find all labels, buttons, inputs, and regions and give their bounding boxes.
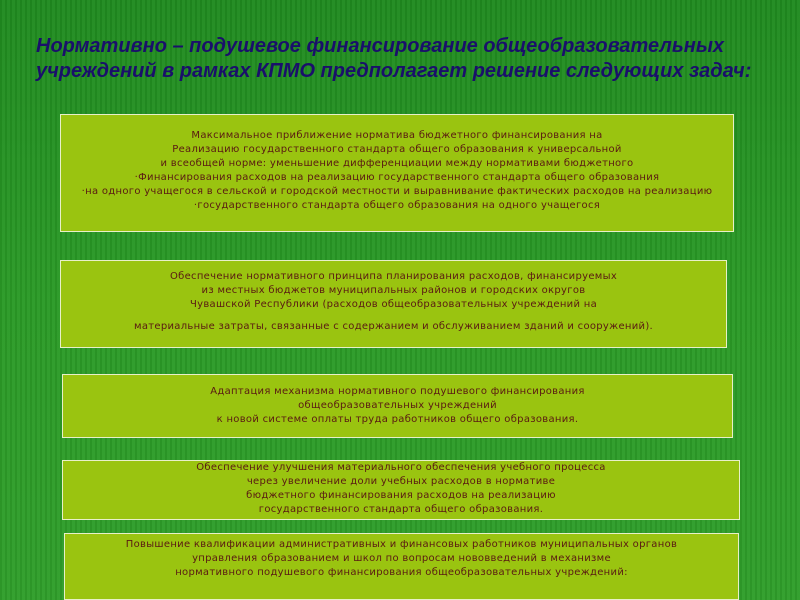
task-line: Обеспечение нормативного принципа планирования расходов, финансируемых xyxy=(169,271,618,282)
task-line: Максимальное приближение норматива бюджетного финансирования на xyxy=(191,130,603,141)
task-box-1 xyxy=(60,114,734,232)
task-box-5 xyxy=(64,533,739,600)
slide-title: Нормативно – подушевое финансирование общеобразовательных учреждений в рамках КПМО предполагает решение следующих задач: xyxy=(36,35,752,82)
task-line: Обеспечение улучшения материального обеспечения учебного процесса xyxy=(196,462,606,473)
task-box-3 xyxy=(62,374,733,438)
task-line: ·на одного учащегося в сельской и городской местности и выравнивание фактических расходов на реализацию xyxy=(81,186,713,197)
task-line: из местных бюджетов муниципальных районов и городских округов xyxy=(201,285,586,296)
task-line: Чувашской Республики (расходов общеобразовательных учреждений на xyxy=(189,299,598,310)
task-line: ·Финансирования расходов на реализацию государственного стандарта общего образования xyxy=(134,172,660,183)
task-line: Адаптация механизма нормативного подушевого финансирования xyxy=(210,386,585,397)
task-line: материальные затраты, связанные с содержанием и обслуживанием зданий и сооружений). xyxy=(133,321,654,332)
task-line: бюджетного финансирования расходов на реализацию xyxy=(246,490,556,501)
task-box-2 xyxy=(60,260,727,348)
task-box-4 xyxy=(62,460,740,520)
line-gap xyxy=(61,312,726,320)
task-line: государственного стандарта общего образования. xyxy=(258,504,544,515)
task-line: Реализацию государственного стандарта общего образования к универсальной xyxy=(172,144,622,155)
task-line: ·государственного стандарта общего образования на одного учащегося xyxy=(193,200,601,211)
task-line: к новой системе оплаты труда работников общего образования. xyxy=(216,414,579,425)
task-line: общеобразовательных учреждений xyxy=(298,400,497,411)
task-line: Повышение квалификации административных и финансовых работников муниципальных органов xyxy=(125,539,678,550)
task-line: и всеобщей норме: уменьшение дифференциации между нормативами бюджетного xyxy=(160,158,634,169)
task-line: через увеличение доли учебных расходов в нормативе xyxy=(246,476,556,487)
task-line: нормативного подушевого финансирования общеобразовательных учреждений: xyxy=(175,567,628,578)
task-line: управления образованием и школ по вопросам нововведений в механизме xyxy=(192,553,611,564)
